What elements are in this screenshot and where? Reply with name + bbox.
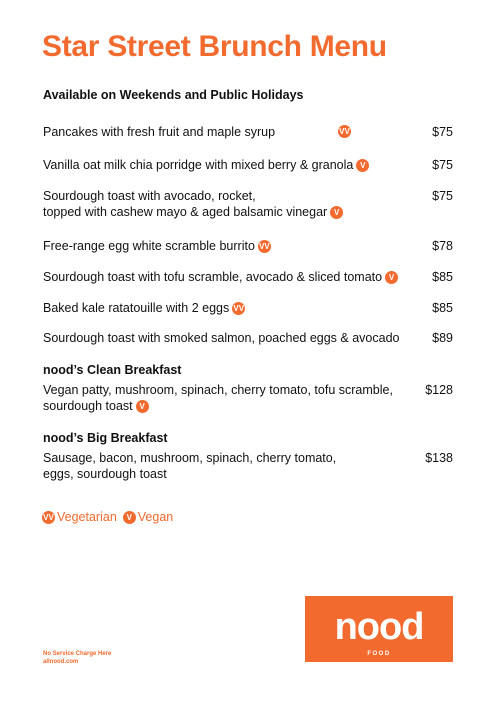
item-description — [43, 188, 403, 220]
item-description — [43, 450, 403, 482]
logo-subtext: FOOD — [367, 651, 391, 657]
service-charge-note: No Service Charge Here — [43, 651, 112, 657]
menu-item — [43, 330, 453, 346]
menu-item — [43, 300, 453, 316]
item-description — [43, 300, 403, 316]
footer-note — [43, 650, 111, 666]
menu-item — [43, 269, 453, 285]
vegetarian-legend-label: Vegetarian — [57, 510, 117, 524]
item-price: $78 — [432, 239, 453, 253]
item-description — [43, 157, 403, 173]
vegan-legend-label: Vegan — [137, 510, 174, 524]
menu-item — [43, 382, 453, 414]
item-description-text: Vanilla oat milk chia porridge with mixed berry & granola — [43, 158, 354, 172]
logo-wordmark: nood — [334, 606, 424, 648]
vegan-badge-icon: V — [356, 159, 369, 172]
vegetarian-badge-icon: VV — [233, 304, 245, 314]
availability-subtitle: Available on Weekends and Public Holidays — [43, 88, 304, 102]
item-price: $75 — [432, 125, 453, 139]
website-link[interactable]: allnood.com — [43, 659, 79, 665]
item-description — [43, 382, 413, 414]
item-description-line-2: eggs, sourdough toast — [43, 467, 167, 481]
item-price: $75 — [432, 189, 453, 203]
item-description-line-1: Vegan patty, mushroom, spinach, cherry tomato, tofu scramble, — [43, 383, 393, 397]
item-description — [43, 238, 403, 254]
big-breakfast-title: nood’s Big Breakfast — [43, 431, 168, 445]
menu-item — [43, 450, 453, 482]
vegetarian-badge-icon: VV — [43, 513, 54, 523]
item-description-text: Baked kale ratatouille with 2 eggs — [43, 301, 230, 315]
menu-item — [43, 157, 453, 173]
item-description — [43, 269, 413, 285]
vegetarian-badge-icon: VV — [259, 242, 270, 252]
item-description-text: Free-range egg white scramble burrito — [43, 239, 255, 253]
nood-logo — [305, 596, 453, 662]
item-price: $138 — [425, 451, 453, 465]
vegan-badge-icon: V — [123, 511, 136, 524]
item-description: Sourdough toast with smoked salmon, poached eggs & avocado — [43, 331, 400, 345]
menu-item — [43, 188, 453, 220]
item-description-line-1: Sausage, bacon, mushroom, spinach, cherry tomato, — [43, 451, 337, 465]
item-description-text: Sourdough toast with tofu scramble, avocado & sliced tomato — [43, 270, 383, 284]
clean-breakfast-title: nood’s Clean Breakfast — [43, 363, 182, 377]
vegan-badge-icon: V — [385, 271, 398, 284]
item-price: $128 — [425, 383, 453, 397]
item-price: $75 — [432, 158, 453, 172]
vegetarian-badge-icon: VV — [339, 127, 350, 136]
menu-item — [43, 124, 453, 140]
item-description: Pancakes with fresh fruit and maple syrup — [43, 125, 276, 139]
item-price: $85 — [432, 301, 453, 315]
vegan-badge-icon: V — [330, 206, 343, 219]
vegan-badge-icon: V — [136, 400, 149, 413]
item-description-line-2: sourdough toast — [43, 399, 133, 413]
menu-title: Star Street Brunch Menu — [42, 30, 387, 63]
item-price: $89 — [432, 331, 453, 345]
item-price: $85 — [432, 270, 453, 284]
item-description-line-2: topped with cashew mayo & aged balsamic vinegar — [43, 205, 328, 219]
nood-logo-mark — [305, 596, 453, 662]
item-description-line-1: Sourdough toast with avocado, rocket, — [43, 189, 256, 203]
diet-legend — [42, 510, 173, 524]
menu-item — [43, 238, 453, 254]
